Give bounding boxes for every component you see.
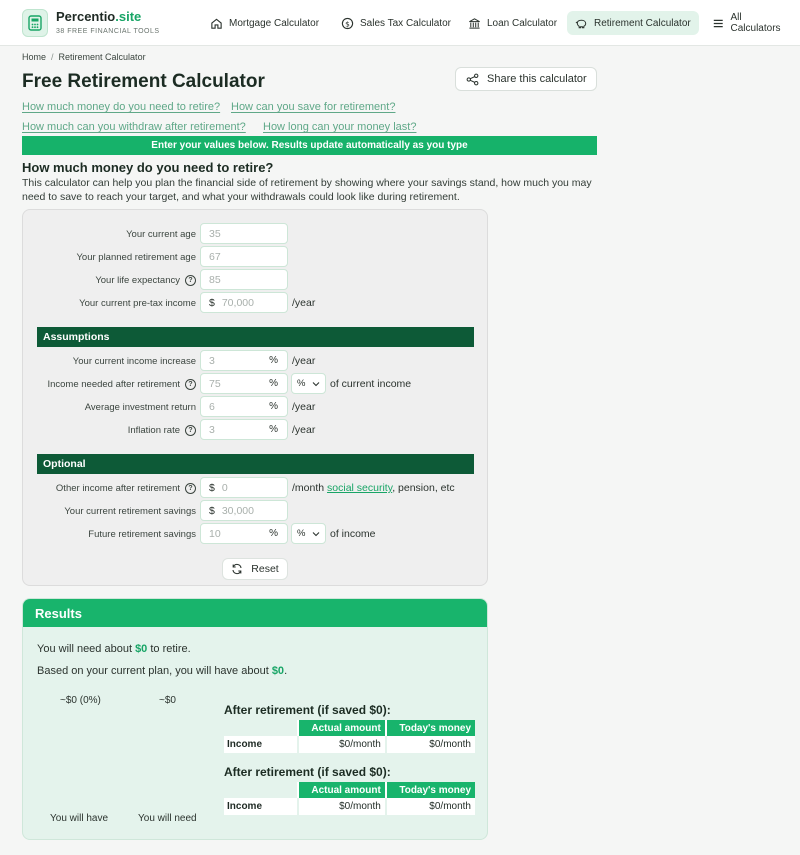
life-expectancy-input[interactable]: 85 bbox=[200, 269, 288, 290]
nav-loan-calculator[interactable] bbox=[460, 11, 565, 35]
top-navigation-bar bbox=[0, 0, 800, 46]
intro-text: This calculator can help you plan the financial side of retirement by showing where your savings stand, how much you may need to save to reach your target, and what your withdrawals could look like during retirement. bbox=[22, 177, 592, 203]
need-summary: You will need about $0 to retire. bbox=[37, 643, 191, 655]
nav-all-calculators[interactable] bbox=[704, 11, 800, 35]
income-needed-input[interactable]: 75 % bbox=[200, 373, 288, 394]
brand-tagline: 38 FREE FINANCIAL TOOLS bbox=[56, 28, 160, 35]
col-actual-amount: Actual amount bbox=[298, 782, 386, 798]
bar-need-label: You will need bbox=[138, 813, 197, 824]
dollar-circle-icon bbox=[341, 17, 354, 30]
calculator-logo-icon[interactable] bbox=[22, 9, 48, 37]
instruction-banner: Enter your values below. Results update automatically as you type bbox=[22, 136, 597, 155]
link-how-much-withdraw[interactable]: How much can you withdraw after retirement? bbox=[22, 121, 246, 133]
brand-name[interactable]: Percentio.site bbox=[56, 9, 142, 24]
nav-label: Retirement Calculator bbox=[594, 17, 691, 29]
investment-return-label: Average investment return bbox=[84, 402, 196, 413]
income-input[interactable]: $ 70,000 bbox=[200, 292, 288, 313]
cell-todays-money: $0/month bbox=[386, 736, 475, 753]
help-icon[interactable]: ? bbox=[185, 275, 196, 286]
menu-icon bbox=[712, 17, 725, 30]
investment-return-suffix: /year bbox=[292, 401, 316, 413]
section-heading: How much money do you need to retire? bbox=[22, 160, 274, 175]
results-title: Results bbox=[23, 599, 487, 627]
link-how-to-save[interactable]: How can you save for retirement? bbox=[231, 101, 396, 113]
income-suffix: /year bbox=[292, 297, 316, 309]
retirement-age-label: Your planned retirement age bbox=[76, 252, 196, 263]
table-row bbox=[224, 798, 475, 815]
home-icon bbox=[210, 17, 223, 30]
have-summary: Based on your current plan, you will have about $0. bbox=[37, 665, 288, 677]
social-security-link[interactable]: social security bbox=[327, 482, 393, 494]
table2-title: After retirement (if saved $0): bbox=[224, 765, 391, 779]
income-needed-unit-select[interactable]: % bbox=[291, 373, 326, 394]
cell-actual-amount: $0/month bbox=[298, 736, 386, 753]
bar-have-value: ~$0 (0%) bbox=[60, 695, 101, 706]
income-increase-suffix: /year bbox=[292, 355, 316, 367]
after-retirement-table-2 bbox=[224, 782, 475, 815]
future-savings-label: Future retirement savings bbox=[88, 529, 196, 540]
col-actual-amount: Actual amount bbox=[298, 720, 386, 736]
reset-button[interactable] bbox=[222, 558, 288, 580]
breadcrumb-separator: / bbox=[51, 52, 54, 62]
refresh-icon bbox=[231, 563, 243, 575]
col-todays-money: Today's money bbox=[386, 720, 475, 736]
future-savings-input[interactable]: 10 % bbox=[200, 523, 288, 544]
current-savings-label: Your current retirement savings bbox=[64, 506, 196, 517]
income-needed-label: Income needed after retirement ? bbox=[47, 379, 196, 390]
nav-label: Sales Tax Calculator bbox=[360, 17, 451, 29]
row-label-income: Income bbox=[224, 736, 298, 753]
bar-have-label: You will have bbox=[50, 813, 109, 824]
help-icon[interactable]: ? bbox=[185, 425, 196, 436]
table1-title: After retirement (if saved $0): bbox=[224, 703, 391, 717]
bar-need-value: ~$0 bbox=[159, 695, 176, 706]
bank-icon bbox=[468, 17, 481, 30]
other-income-input[interactable]: $ 0 bbox=[200, 477, 288, 498]
income-increase-label: Your current income increase bbox=[72, 356, 196, 367]
current-age-input[interactable]: 35 bbox=[200, 223, 288, 244]
after-retirement-table-1 bbox=[224, 720, 475, 753]
link-how-long-money-last[interactable]: How long can your money last? bbox=[263, 121, 417, 133]
inflation-input[interactable]: 3 % bbox=[200, 419, 288, 440]
inflation-suffix: /year bbox=[292, 424, 316, 436]
svg-text:$: $ bbox=[345, 18, 350, 28]
nav-label: Loan Calculator bbox=[487, 17, 558, 29]
col-todays-money: Today's money bbox=[386, 782, 475, 798]
breadcrumb bbox=[22, 52, 146, 62]
nav-label: Mortgage Calculator bbox=[229, 17, 320, 29]
share-calculator-button[interactable] bbox=[455, 67, 597, 91]
need-value: $0 bbox=[135, 643, 148, 655]
optional-section-header: Optional bbox=[37, 454, 474, 474]
share-label: Share this calculator bbox=[487, 73, 587, 85]
have-value: $0 bbox=[271, 665, 285, 677]
nav-mortgage-calculator[interactable] bbox=[202, 11, 327, 35]
current-age-label: Your current age bbox=[126, 229, 196, 240]
nav-retirement-calculator[interactable] bbox=[567, 11, 699, 35]
nav-sales-tax-calculator[interactable] bbox=[333, 11, 459, 35]
page-title: Free Retirement Calculator bbox=[22, 71, 265, 92]
chevron-down-icon bbox=[312, 531, 320, 537]
chevron-down-icon bbox=[312, 381, 320, 387]
income-needed-suffix: of current income bbox=[330, 378, 412, 390]
table-row bbox=[224, 736, 475, 753]
inflation-label: Inflation rate ? bbox=[128, 425, 196, 436]
link-how-much-to-retire[interactable]: How much money do you need to retire? bbox=[22, 101, 221, 113]
future-savings-suffix: of income bbox=[330, 528, 376, 540]
help-icon[interactable]: ? bbox=[185, 483, 196, 494]
breadcrumb-current: Retirement Calculator bbox=[58, 52, 146, 62]
cell-actual-amount: $0/month bbox=[298, 798, 386, 815]
cell-todays-money: $0/month bbox=[386, 798, 475, 815]
reset-label: Reset bbox=[251, 563, 279, 575]
other-income-suffix: /month social security, pension, etc bbox=[292, 482, 455, 494]
assumptions-section-header: Assumptions bbox=[37, 327, 474, 347]
row-label-income: Income bbox=[224, 798, 298, 815]
share-icon bbox=[466, 73, 479, 86]
life-expectancy-label: Your life expectancy ? bbox=[95, 275, 196, 286]
future-savings-unit-select[interactable]: % bbox=[291, 523, 326, 544]
income-label: Your current pre-tax income bbox=[79, 298, 196, 309]
other-income-label: Other income after retirement ? bbox=[56, 483, 196, 494]
help-icon[interactable]: ? bbox=[185, 379, 196, 390]
investment-return-input[interactable]: 6 % bbox=[200, 396, 288, 417]
piggy-bank-icon bbox=[575, 17, 588, 30]
nav-label: All Calculators bbox=[730, 12, 781, 34]
income-increase-input[interactable]: 3 % bbox=[200, 350, 288, 371]
current-savings-input[interactable]: $ 30,000 bbox=[200, 500, 288, 521]
breadcrumb-home-link[interactable]: Home bbox=[22, 52, 47, 62]
retirement-age-input[interactable]: 67 bbox=[200, 246, 288, 267]
